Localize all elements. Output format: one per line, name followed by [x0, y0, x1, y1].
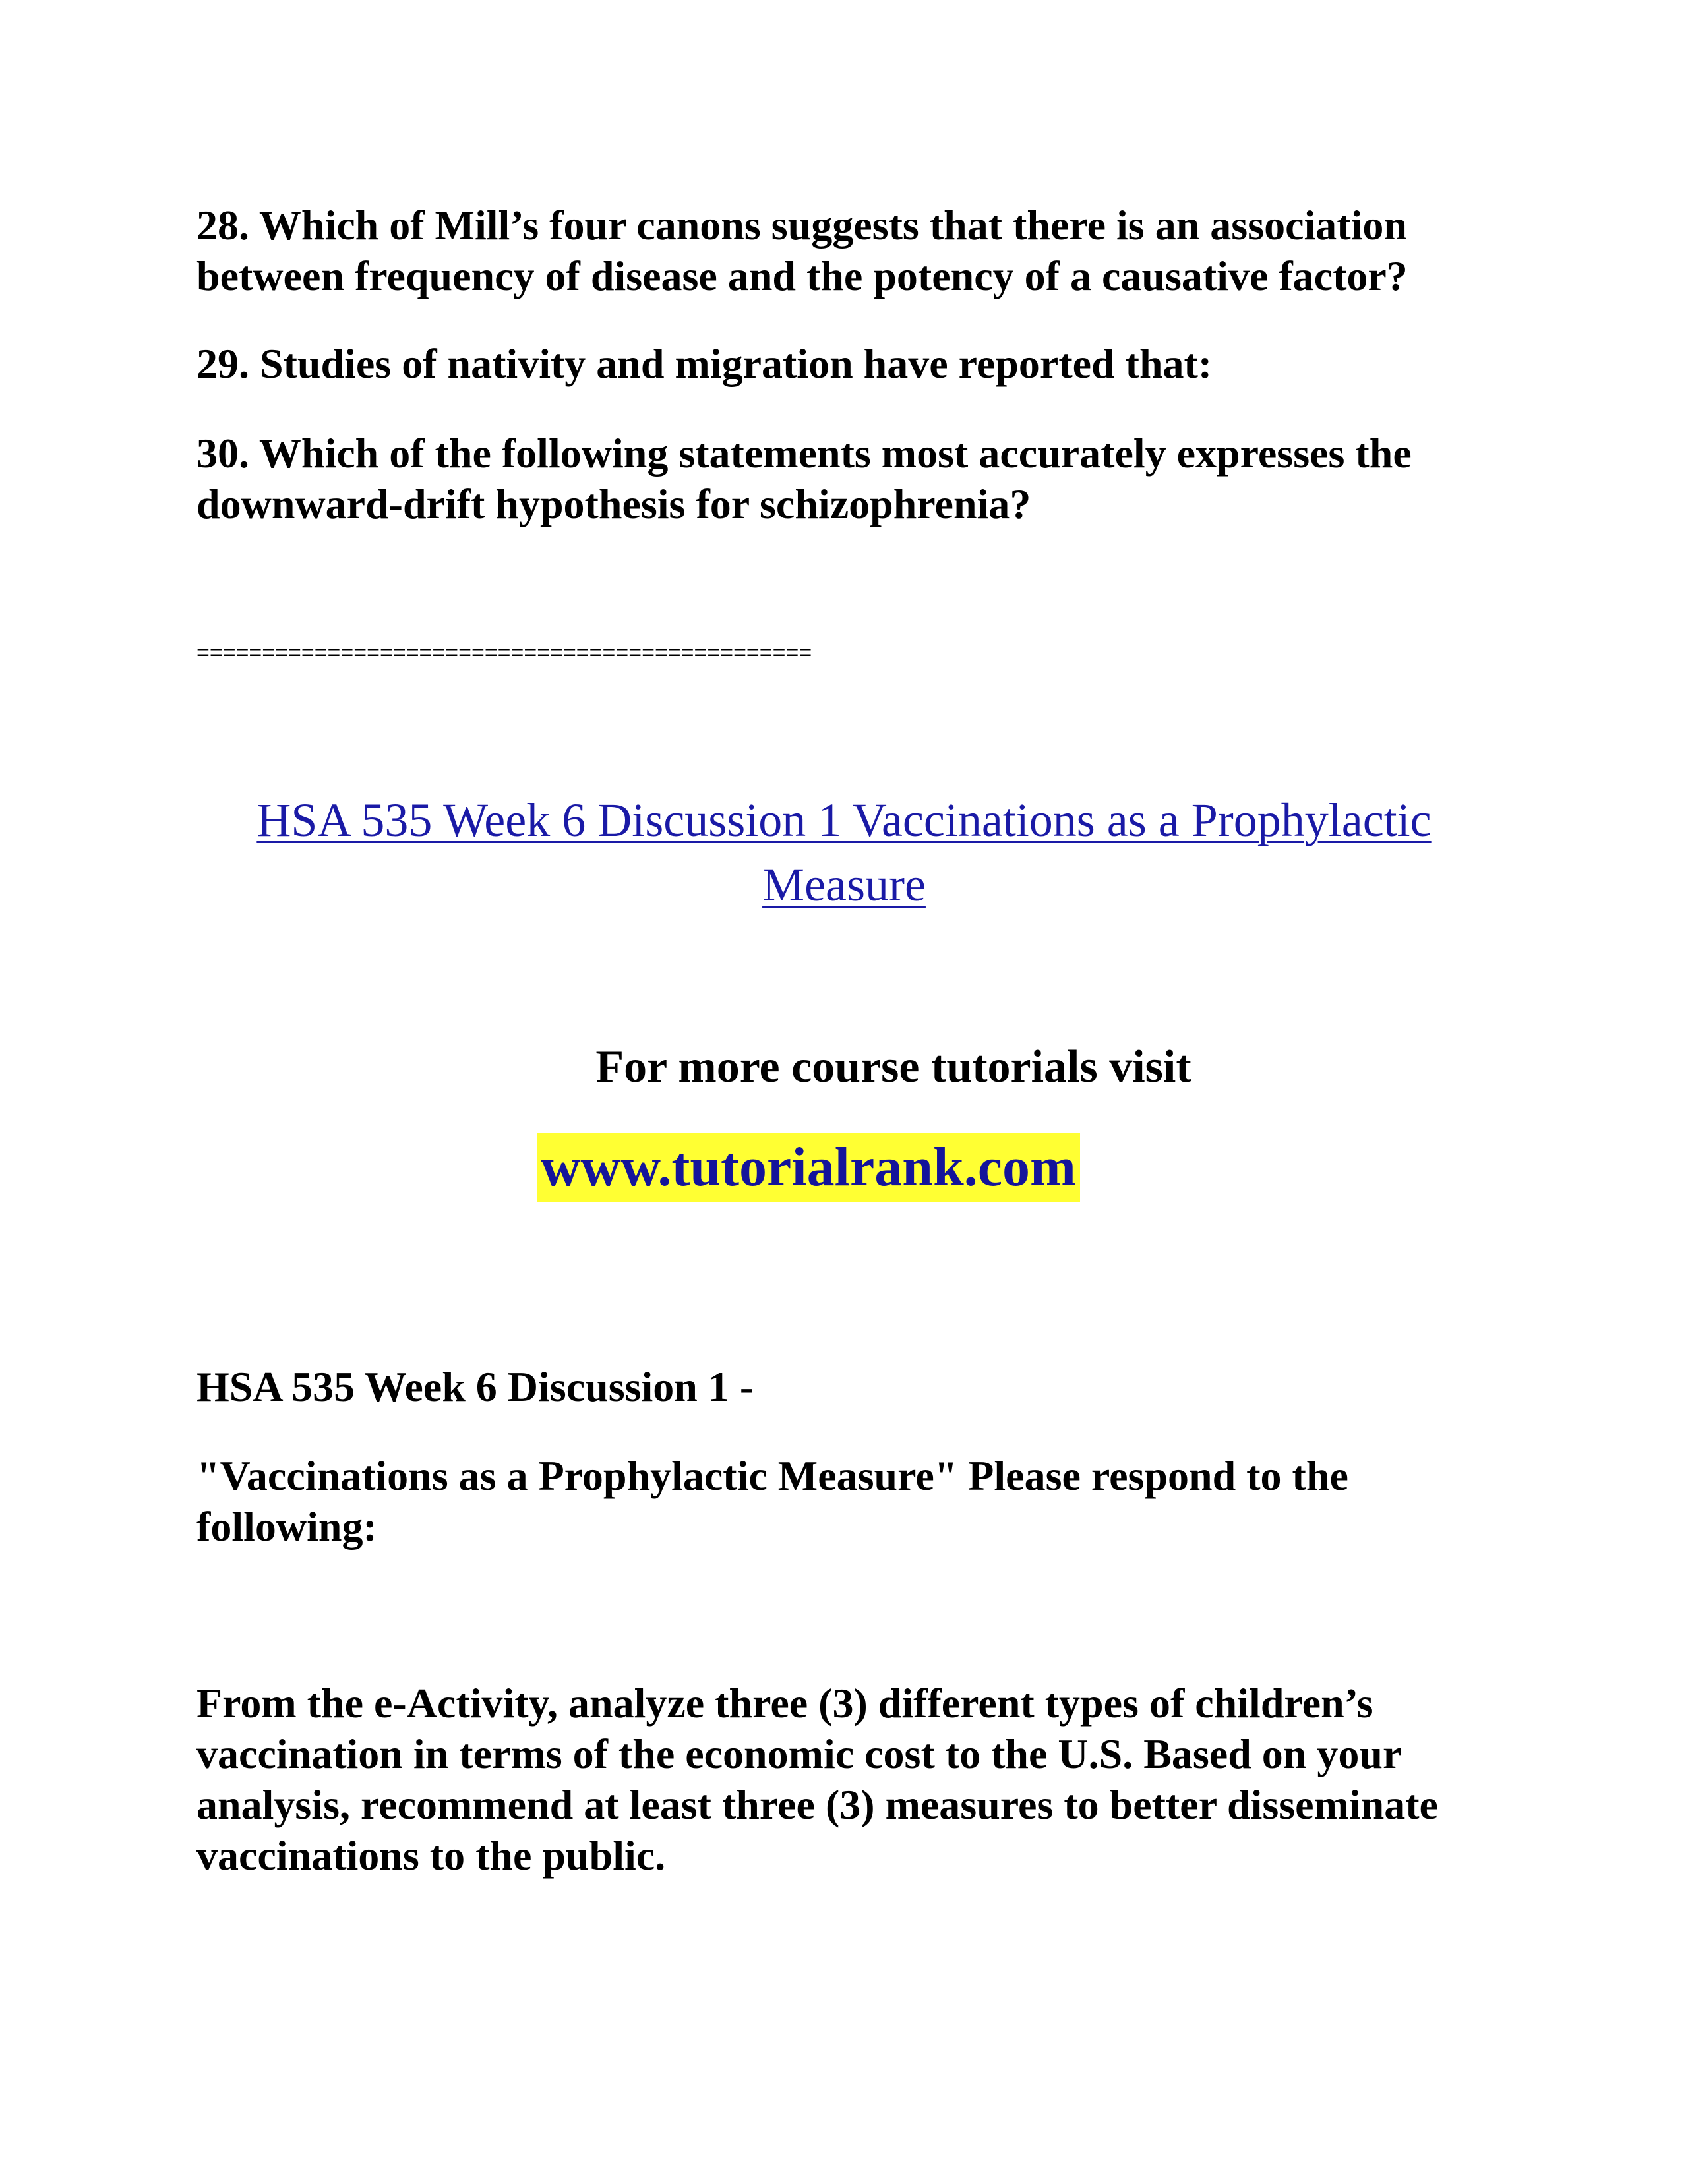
discussion-heading: HSA 535 Week 6 Discussion 1 -	[196, 1363, 754, 1410]
discussion-body: From the e-Activity, analyze three (3) different types of children’s vaccination in terms of the economic cost to the U.S. Based on your analysis, recommend at least three (3) measures to better disseminate vaccinations to the public.	[196, 1680, 1438, 1879]
question-29: 29. Studies of nativity and migration have reported that:	[196, 340, 1213, 387]
promo-visit-text: For more course tutorials visit	[595, 1042, 1191, 1092]
discussion-title-link[interactable]: HSA 535 Week 6 Discussion 1 Vaccinations as a Prophylactic Measure	[256, 794, 1432, 911]
promo-site-container	[0, 1133, 1688, 1202]
separator-line: ===============================================	[196, 640, 812, 665]
promo-site-link[interactable]: www.tutorialrank.com	[537, 1133, 1080, 1202]
question-28: 28. Which of Mill’s four canons suggests that there is an association between frequency of disease and the potency of a causative factor?	[196, 202, 1408, 299]
question-30: 30. Which of the following statements most accurately expresses the downward-drift hypothesis for schizophrenia?	[196, 430, 1412, 527]
discussion-prompt: "Vaccinations as a Prophylactic Measure" Please respond to the following:	[196, 1452, 1348, 1550]
